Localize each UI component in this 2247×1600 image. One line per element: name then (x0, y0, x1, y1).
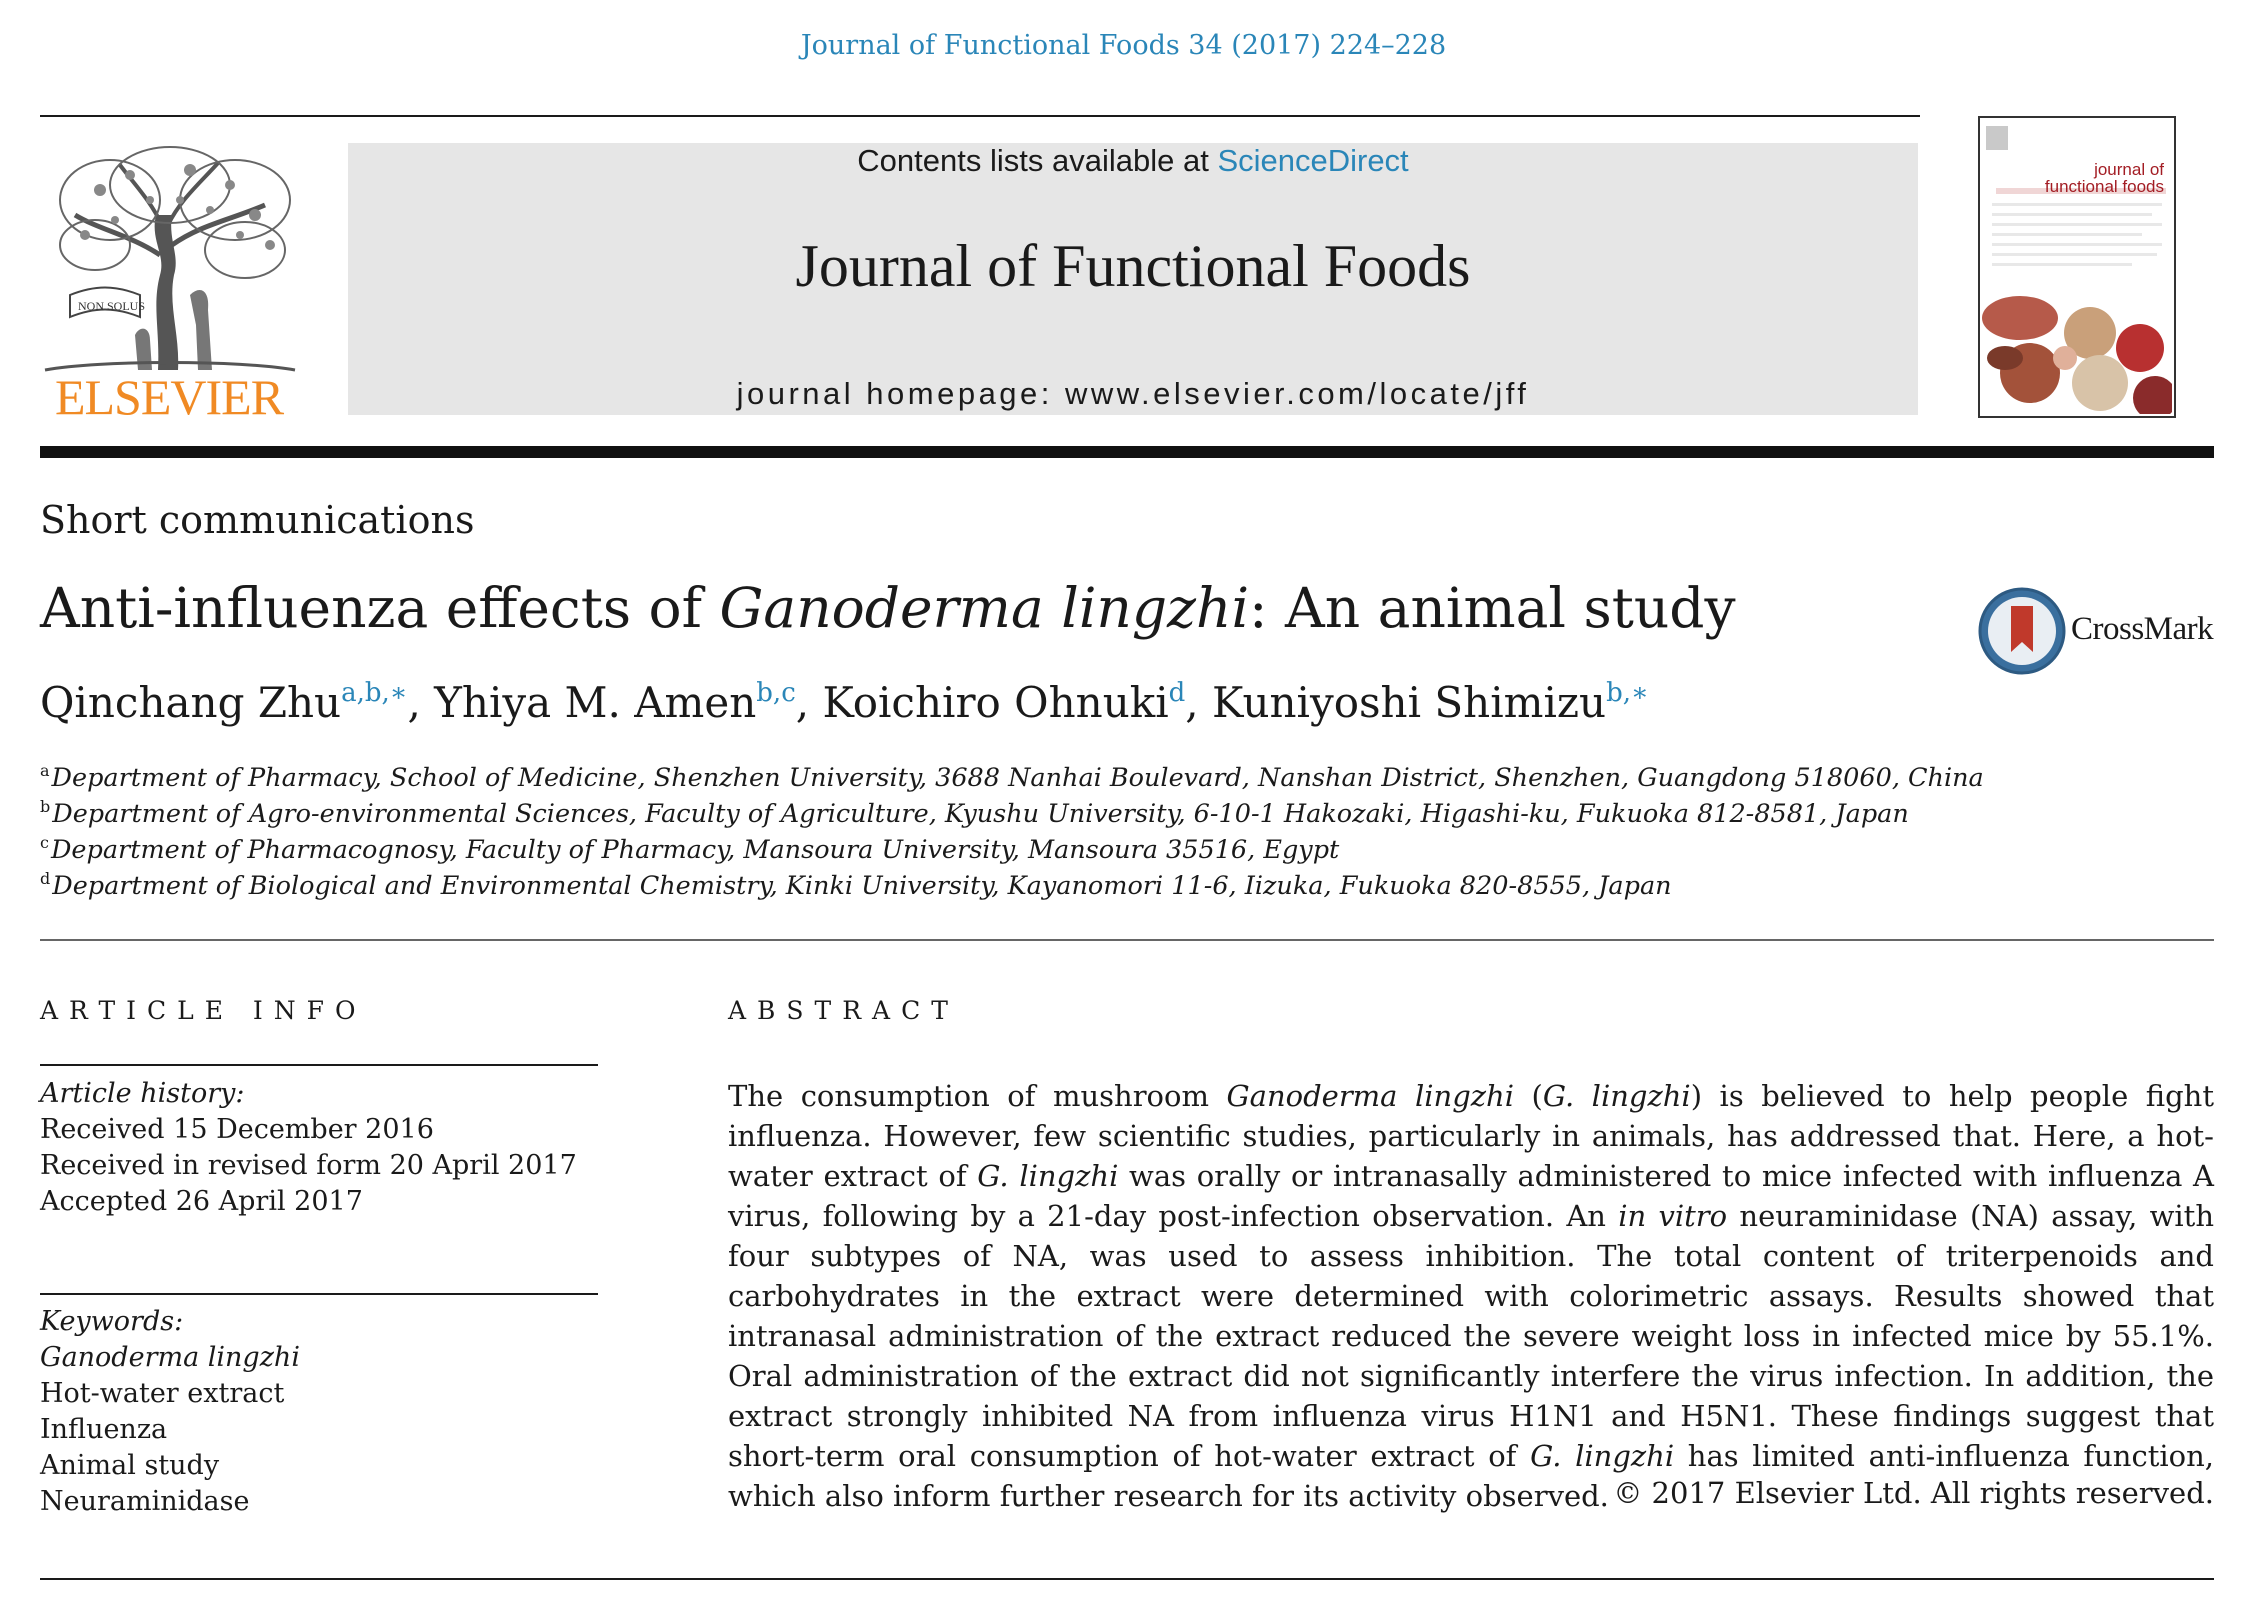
abstract-text: ) is believed to help people fight influenza. However, few scientific studies, particularly in animals, has addressed that. Here, a hot-water extract of (728, 1079, 2214, 1193)
keyword: Neuraminidase (40, 1486, 250, 1517)
cover-title (1986, 161, 2172, 195)
affiliation-key: b (40, 797, 51, 816)
affiliation (40, 761, 1984, 793)
sciencedirect-link[interactable]: ScienceDirect (1217, 143, 1409, 178)
cover-title-line1: journal of (2094, 160, 2164, 179)
header-thick-rule (40, 446, 2214, 458)
revised-date: Received in revised form 20 April 2017 (40, 1150, 577, 1181)
abstract-text: neuraminidase (NA) assay, with four subtypes of NA, was used to assess inhibition. The total content of triterpenoids and carbohydrates in the extract were determined with colorimetric assays. Results showed that intranasal administration of the extract reduced the severe weight loss in infected mice by 55.1%. Oral administration of the extract did not significantly interfere the virus infection. In addition, the extract strongly inhibited NA from influenza virus H1N1 and H5N1. These findings suggest that short-term oral consumption of hot-water extract of (728, 1199, 2215, 1473)
author-name: Koichiro Ohnuki (822, 678, 1169, 727)
cover-title-line2: functional foods (2044, 177, 2164, 196)
homepage-url[interactable]: www.elsevier.com/locate/jff (1065, 376, 1530, 411)
author-list (40, 678, 1649, 727)
affiliation (40, 869, 1672, 901)
abstract-italic: in vitro (1618, 1199, 1728, 1233)
header-rule (40, 115, 1920, 117)
keyword: Ganoderma lingzhi (40, 1342, 300, 1373)
author-separator: , (795, 678, 823, 727)
svg-text:NON SOLUS: NON SOLUS (78, 299, 146, 313)
history-label: Article history: (40, 1078, 245, 1109)
contents-available-line (348, 143, 1918, 179)
author-separator: , (407, 678, 435, 727)
abstract-text: has limited anti-influenza function, which also inform further research for its activity observed. (728, 1439, 2215, 1513)
affiliation-key: d (40, 869, 51, 888)
affiliation-text: Department of Pharmacognosy, Faculty of Pharmacy, Mansoura University, Mansoura 35516, Egypt (50, 835, 1340, 865)
keyword: Animal study (40, 1450, 220, 1481)
crossmark-label[interactable]: CrossMark (2071, 611, 2214, 647)
abstract-italic: G. lingzhi (1542, 1079, 1691, 1113)
abstract-italic: Ganoderma lingzhi (1226, 1079, 1514, 1113)
affiliation-key: a (40, 761, 50, 780)
contents-prefix: Contents lists available at (857, 143, 1218, 178)
author-affiliation-link[interactable]: d (1168, 678, 1186, 708)
title-part2: : An animal study (1249, 576, 1736, 640)
author-affiliation-link[interactable]: a,b,∗ (341, 678, 408, 708)
article-info-rule (40, 1064, 598, 1066)
author-affiliation-link[interactable]: b,∗ (1606, 678, 1649, 708)
abstract-text: was orally or intranasally administered to mice infected with influenza A virus, following by a 21-day post-infection observation. An (728, 1159, 2214, 1233)
abstract-text: The consumption of mushroom (728, 1079, 1227, 1113)
journal-citation[interactable]: Journal of Functional Foods 34 (2017) 224–228 (800, 30, 1447, 61)
elsevier-wordmark[interactable]: ELSEVIER (54, 369, 284, 425)
article-title (40, 576, 1736, 640)
author-name: Yhiya M. Amen (434, 678, 757, 727)
author-affiliation-link[interactable]: b,c (756, 678, 796, 708)
article-history (40, 1076, 577, 1220)
affiliation-text: Department of Pharmacy, School of Medicine, Shenzhen University, 3688 Nanhai Boulevard, Nanshan District, Shenzhen, Guangdong 518060, China (51, 763, 1984, 793)
abstract-heading: ABSTRACT (728, 996, 959, 1025)
abstract-body (728, 1076, 2214, 1516)
section-type: Short communications (40, 498, 475, 542)
abstract-italic: G. lingzhi (1530, 1439, 1675, 1473)
keyword: Influenza (40, 1414, 168, 1445)
title-species: Ganoderma lingzhi (719, 576, 1250, 640)
title-part1: Anti-influenza effects of (40, 576, 720, 640)
accepted-date: Accepted 26 April 2017 (40, 1186, 363, 1217)
journal-name: Journal of Functional Foods (795, 233, 1471, 299)
homepage-prefix: journal homepage: (736, 376, 1066, 411)
article-info-heading: ARTICLE INFO (40, 996, 367, 1025)
copyright-notice: © 2017 Elsevier Ltd. All rights reserved. (1613, 1476, 2214, 1510)
footer-rule (40, 1578, 2214, 1580)
affiliation (40, 833, 1339, 865)
author-separator: , (1185, 678, 1212, 727)
affiliation-text: Department of Biological and Environmental Chemistry, Kinki University, Kayanomori 11-6, Iizuka, Fukuoka 820-8555, Japan (52, 871, 1672, 901)
keywords-label: Keywords: (40, 1306, 184, 1337)
affiliation-text: Department of Agro-environmental Sciences, Faculty of Agriculture, Kyushu University, 6-10-1 Hakozaki, Higashi-ku, Fukuoka 812-8581, Japan (52, 799, 1909, 829)
received-date: Received 15 December 2016 (40, 1114, 434, 1145)
keywords-rule (40, 1293, 598, 1295)
abstract-text: ( (1514, 1079, 1543, 1113)
section-rule (40, 939, 2214, 941)
author-name: Kuniyoshi Shimizu (1211, 678, 1607, 727)
keyword: Hot-water extract (40, 1378, 285, 1409)
journal-homepage (348, 376, 1918, 412)
keywords-block (40, 1304, 300, 1520)
affiliation (40, 797, 1909, 829)
author-name: Qinchang Zhu (40, 678, 342, 727)
affiliation-key: c (40, 833, 49, 852)
abstract-italic: G. lingzhi (977, 1159, 1119, 1193)
